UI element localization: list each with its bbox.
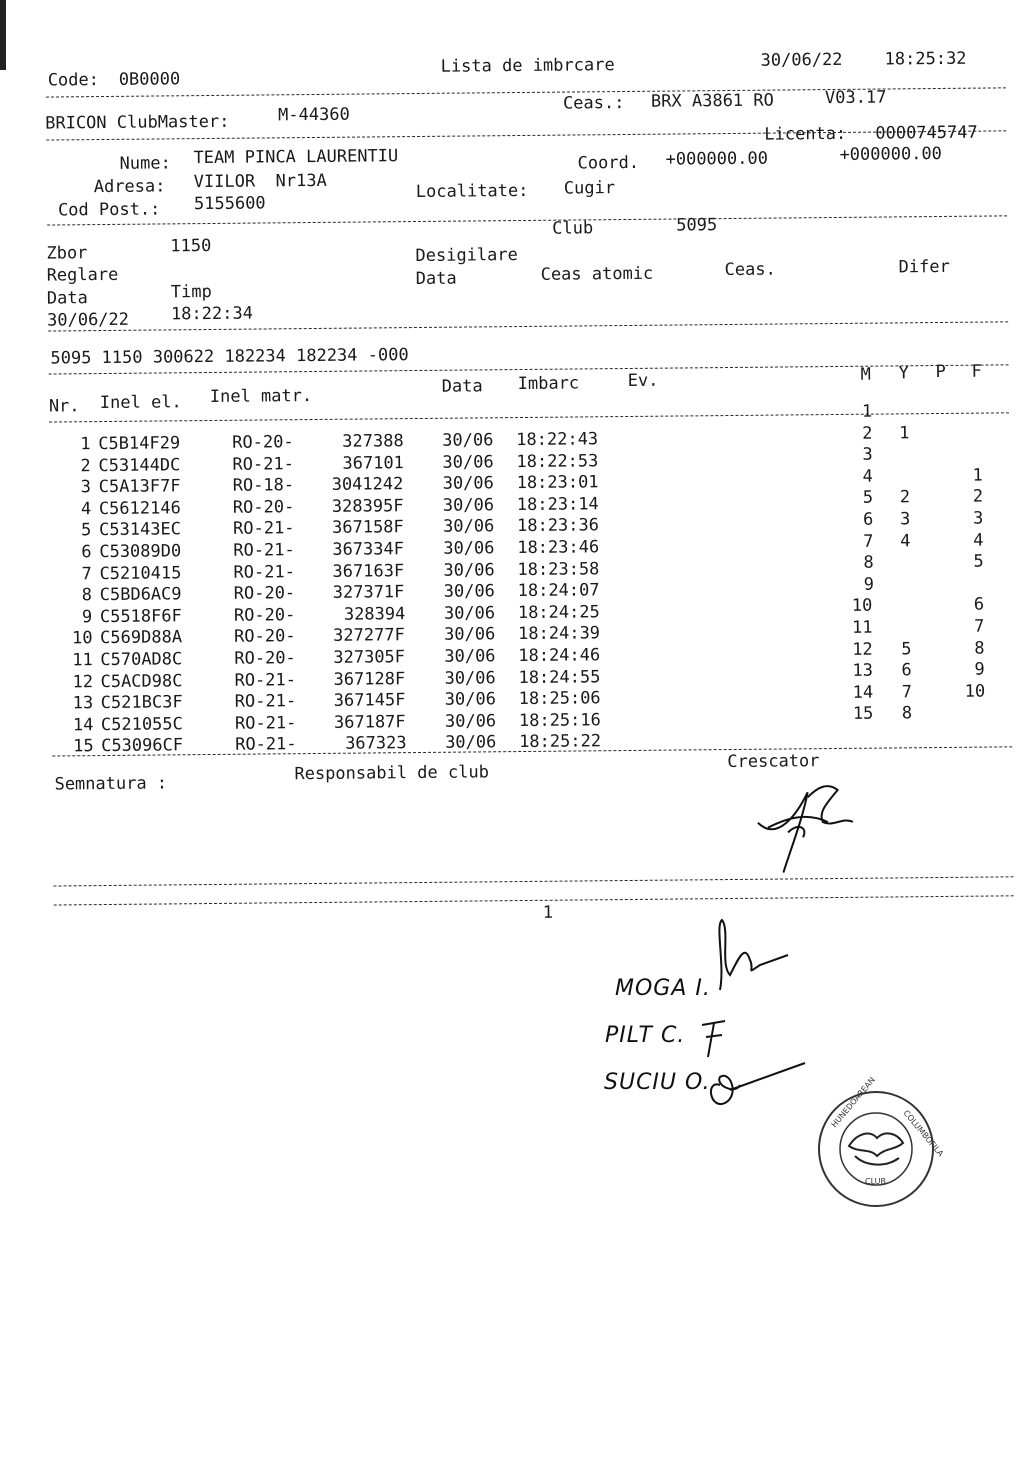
row-inel-matr: 367128F <box>333 668 406 690</box>
row-m: 9 <box>863 574 874 595</box>
row-inel-matr: 367323 <box>345 733 407 755</box>
row-ring-prefix: RO-21- <box>235 734 297 756</box>
codpost-label: Cod Post.: <box>57 199 161 221</box>
row-inel-el: C5ACD98C <box>100 670 183 692</box>
row-y: 6 <box>901 660 912 681</box>
row-inel-el: C5518F6F <box>99 606 182 627</box>
row-time: 18:23:01 <box>516 472 599 494</box>
divider <box>47 215 1007 225</box>
row-ring-prefix: RO-20- <box>234 648 296 669</box>
row-nr: 13 <box>72 693 94 714</box>
row-date: 30/06 <box>442 473 494 494</box>
licenta-label: Licenta: <box>764 123 847 145</box>
row-inel-matr: 327388 <box>342 431 404 452</box>
row-ring-prefix: RO-18- <box>232 475 295 496</box>
ceas-col-label: Ceas. <box>724 259 776 281</box>
row-inel-matr: 367101 <box>342 452 404 474</box>
col-ev: Ev. <box>627 370 659 391</box>
page-number: 1 <box>542 902 554 923</box>
row-date: 30/06 <box>444 711 497 732</box>
row-nr: 3 <box>80 477 92 498</box>
row-date: 30/06 <box>442 451 494 473</box>
row-inel-el: C521BC3F <box>100 692 183 714</box>
difer-label: Difer <box>898 256 950 278</box>
row-nr: 1 <box>80 434 91 455</box>
adresa-label: Adresa: <box>93 176 166 198</box>
row-inel-matr: 367334F <box>332 539 405 560</box>
divider <box>54 895 1014 905</box>
row-inel-matr: 3041242 <box>331 474 404 496</box>
row-date: 30/06 <box>443 559 495 581</box>
club-value: 5095 <box>676 215 718 236</box>
row-nr: 15 <box>73 736 94 757</box>
reglare-date: 30/06/22 <box>46 309 130 331</box>
desigilare-label: Desigilare <box>415 245 518 267</box>
coord-x: +000000.00 <box>665 148 769 170</box>
row-inel-matr: 367145F <box>333 690 406 712</box>
row-m: 2 <box>862 423 873 444</box>
row-date: 30/06 <box>442 516 495 538</box>
row-inel-el: C53096CF <box>101 735 184 757</box>
row-time: 18:24:25 <box>517 602 600 623</box>
row-f: 9 <box>974 659 985 680</box>
row-nr: 6 <box>81 542 92 563</box>
row-nr: 8 <box>81 585 93 606</box>
svg-text:COLUMBOFILA: COLUMBOFILA <box>901 1108 946 1159</box>
handwritten-signature-2 <box>700 1015 730 1060</box>
row-f: 10 <box>964 681 986 702</box>
zbor-label: Zbor <box>46 243 88 264</box>
row-inel-matr: 328394 <box>343 603 406 625</box>
row-inel-el: C5210415 <box>99 562 182 584</box>
row-f: 3 <box>972 508 984 529</box>
row-inel-el: C5BD6AC9 <box>99 584 182 606</box>
reglare-label: Reglare <box>46 264 119 286</box>
row-nr: 7 <box>81 563 92 584</box>
row-f: 6 <box>973 594 985 616</box>
row-inel-el: C5A13F7F <box>98 476 181 498</box>
col-f: F <box>971 361 982 382</box>
row-date: 30/06 <box>443 538 495 559</box>
row-ring-prefix: RO-21- <box>233 540 295 561</box>
row-inel-el: C5B14F29 <box>98 433 181 455</box>
code-label: Code: <box>47 70 100 91</box>
row-date: 30/06 <box>443 581 495 602</box>
row-y: 8 <box>901 703 913 724</box>
row-nr: 5 <box>81 520 92 541</box>
row-m: 5 <box>862 488 874 509</box>
row-y: 1 <box>899 422 910 443</box>
row-inel-matr: 367187F <box>333 711 406 733</box>
row-inel-el: C521055C <box>100 714 183 735</box>
row-m: 11 <box>851 617 873 638</box>
row-m: 7 <box>863 531 874 552</box>
handwritten-name-1: MOGA I. <box>615 976 711 1001</box>
row-ring-prefix: RO-20- <box>232 496 295 518</box>
row-f: 1 <box>972 465 983 486</box>
row-date: 30/06 <box>444 689 497 710</box>
row-y: 7 <box>901 682 913 703</box>
ceas-value: BRX A3861 RO <box>650 90 774 112</box>
row-m: 15 <box>852 704 874 725</box>
row-nr: 12 <box>72 671 94 692</box>
row-m: 4 <box>862 466 873 487</box>
print-time: 18:25:32 <box>884 48 967 70</box>
semnatura-label: Semnatura : <box>54 773 168 795</box>
adresa-value: VIILOR Nr13A <box>193 170 327 193</box>
row-inel-matr: 327305F <box>333 647 406 668</box>
row-date: 30/06 <box>443 603 496 624</box>
reglare-timp-label: Timp <box>170 281 212 303</box>
code-value: 0B0000 <box>118 69 181 90</box>
row-inel-el: C53143EC <box>99 519 182 541</box>
row-nr: 11 <box>72 650 93 671</box>
row-time: 18:23:14 <box>516 494 599 515</box>
row-inel-el: C569D88A <box>100 627 183 649</box>
row-ring-prefix: RO-20- <box>234 626 296 648</box>
svg-text:HUNEDOAREAN: HUNEDOAREAN <box>829 1075 877 1130</box>
row-date: 30/06 <box>445 732 497 754</box>
software-version: V03.17 <box>824 87 887 109</box>
row-time: 18:24:46 <box>518 645 601 667</box>
localitate-value: Cugir <box>563 178 616 199</box>
row-y: 3 <box>899 509 911 530</box>
row-m: 13 <box>852 660 874 682</box>
desigilare-data-label: Data <box>415 268 457 290</box>
row-m: 8 <box>863 552 874 573</box>
handwritten-name-2: PILT C. <box>605 1023 686 1048</box>
handwritten-signature-3 <box>700 1055 810 1115</box>
row-time: 18:22:53 <box>516 450 599 472</box>
crescator-label: Crescator <box>727 751 820 773</box>
nume-value: TEAM PINCA LAURENTIU <box>193 146 399 169</box>
flight-code-line: 5095 1150 300622 182234 182234 -000 <box>50 345 409 369</box>
row-date: 30/06 <box>442 430 494 451</box>
reglare-data-label: Data <box>46 288 88 309</box>
row-ring-prefix: RO-20- <box>233 583 296 604</box>
bricon-value: M-44360 <box>278 104 350 126</box>
col-inel-matr: Inel matr. <box>209 386 313 408</box>
document-title: Lista de imbrcare <box>440 55 615 77</box>
col-imbarc: Imbarc <box>517 373 580 395</box>
row-m: 6 <box>862 509 874 530</box>
row-f: 7 <box>973 616 985 637</box>
handwritten-name-3: SUCIU O. <box>604 1070 711 1095</box>
col-p: P <box>935 361 946 383</box>
row-ring-prefix: RO-20- <box>233 604 296 626</box>
ceas-atomic-label: Ceas atomic <box>540 263 654 285</box>
col-inel-el: Inel el. <box>99 392 182 414</box>
row-date: 30/06 <box>444 624 496 646</box>
row-time: 18:24:07 <box>517 580 600 602</box>
row-ring-prefix: RO-21- <box>232 518 295 540</box>
row-time: 18:25:22 <box>519 731 602 753</box>
row-time: 18:23:36 <box>516 515 600 537</box>
coord-label: Coord. <box>577 152 640 174</box>
codpost-value: 5155600 <box>193 193 266 215</box>
row-m: 3 <box>862 444 873 465</box>
svg-text:CLUB: CLUB <box>865 1177 886 1186</box>
row-date: 30/06 <box>444 646 496 667</box>
licenta-value: 0000745747 <box>875 122 978 144</box>
row-m: 14 <box>852 682 874 703</box>
print-date: 30/06/22 <box>760 49 843 71</box>
row-date: 30/06 <box>442 495 495 516</box>
col-nr: Nr. <box>48 396 80 417</box>
row-time: 18:25:06 <box>518 688 601 710</box>
row-inel-el: C5612146 <box>98 498 181 519</box>
row-ring-prefix: RO-21- <box>233 561 296 583</box>
row-y: 4 <box>900 530 911 551</box>
row-inel-matr: 367158F <box>331 517 404 539</box>
divider <box>54 876 1014 886</box>
row-f: 5 <box>973 551 984 572</box>
row-inel-el: C53089D0 <box>99 541 182 563</box>
col-m: M <box>860 364 871 385</box>
responsabil-label: Responsabil de club <box>294 762 490 785</box>
row-m: 10 <box>851 596 873 617</box>
row-time: 18:24:55 <box>518 666 601 688</box>
zbor-value: 1150 <box>170 235 212 257</box>
bricon-label: BRICON ClubMaster: <box>45 111 230 134</box>
localitate-label: Localitate: <box>415 180 529 203</box>
row-ring-prefix: RO-21- <box>234 712 297 734</box>
row-time: 18:23:46 <box>517 537 600 559</box>
row-m: 12 <box>852 639 873 660</box>
club-label: Club <box>552 218 594 239</box>
handwritten-signature-1 <box>700 915 790 995</box>
row-nr: 10 <box>72 628 93 649</box>
row-date: 30/06 <box>444 667 496 689</box>
row-y: 5 <box>901 638 912 659</box>
col-y: Y <box>898 363 909 384</box>
row-time: 18:23:58 <box>517 558 600 580</box>
ceas-label: Ceas.: <box>562 93 625 114</box>
row-f: 8 <box>974 638 985 659</box>
row-ring-prefix: RO-21- <box>234 691 297 712</box>
reglare-time: 18:22:34 <box>170 303 254 325</box>
row-ring-prefix: RO-21- <box>234 669 297 691</box>
row-inel-matr: 328395F <box>331 495 404 517</box>
club-stamp <box>815 1075 946 1210</box>
row-nr: 2 <box>80 455 91 476</box>
row-f: 4 <box>973 530 984 551</box>
col-data: Data <box>441 376 483 397</box>
row-inel-matr: 327277F <box>333 625 405 647</box>
row-inel-el: C53144DC <box>98 454 181 476</box>
row-f: 2 <box>972 486 984 508</box>
row-time: 18:25:16 <box>518 710 601 731</box>
row-inel-matr: 367163F <box>332 560 405 582</box>
row-ring-prefix: RO-20- <box>232 432 294 453</box>
row-time: 18:24:39 <box>518 623 601 645</box>
row-nr: 9 <box>81 606 93 628</box>
row-inel-matr: 327371F <box>332 582 405 604</box>
row-y: 2 <box>899 487 911 508</box>
nume-label: Nume: <box>119 153 171 174</box>
coord-y: +000000.00 <box>839 143 942 165</box>
row-m: 1 <box>861 401 873 422</box>
row-ring-prefix: RO-21- <box>232 453 294 475</box>
row-time: 18:22:43 <box>516 429 599 451</box>
row-nr: 4 <box>80 498 92 520</box>
row-nr: 14 <box>72 714 94 736</box>
row-inel-el: C570AD8C <box>100 649 183 671</box>
crescator-signature <box>747 772 858 883</box>
